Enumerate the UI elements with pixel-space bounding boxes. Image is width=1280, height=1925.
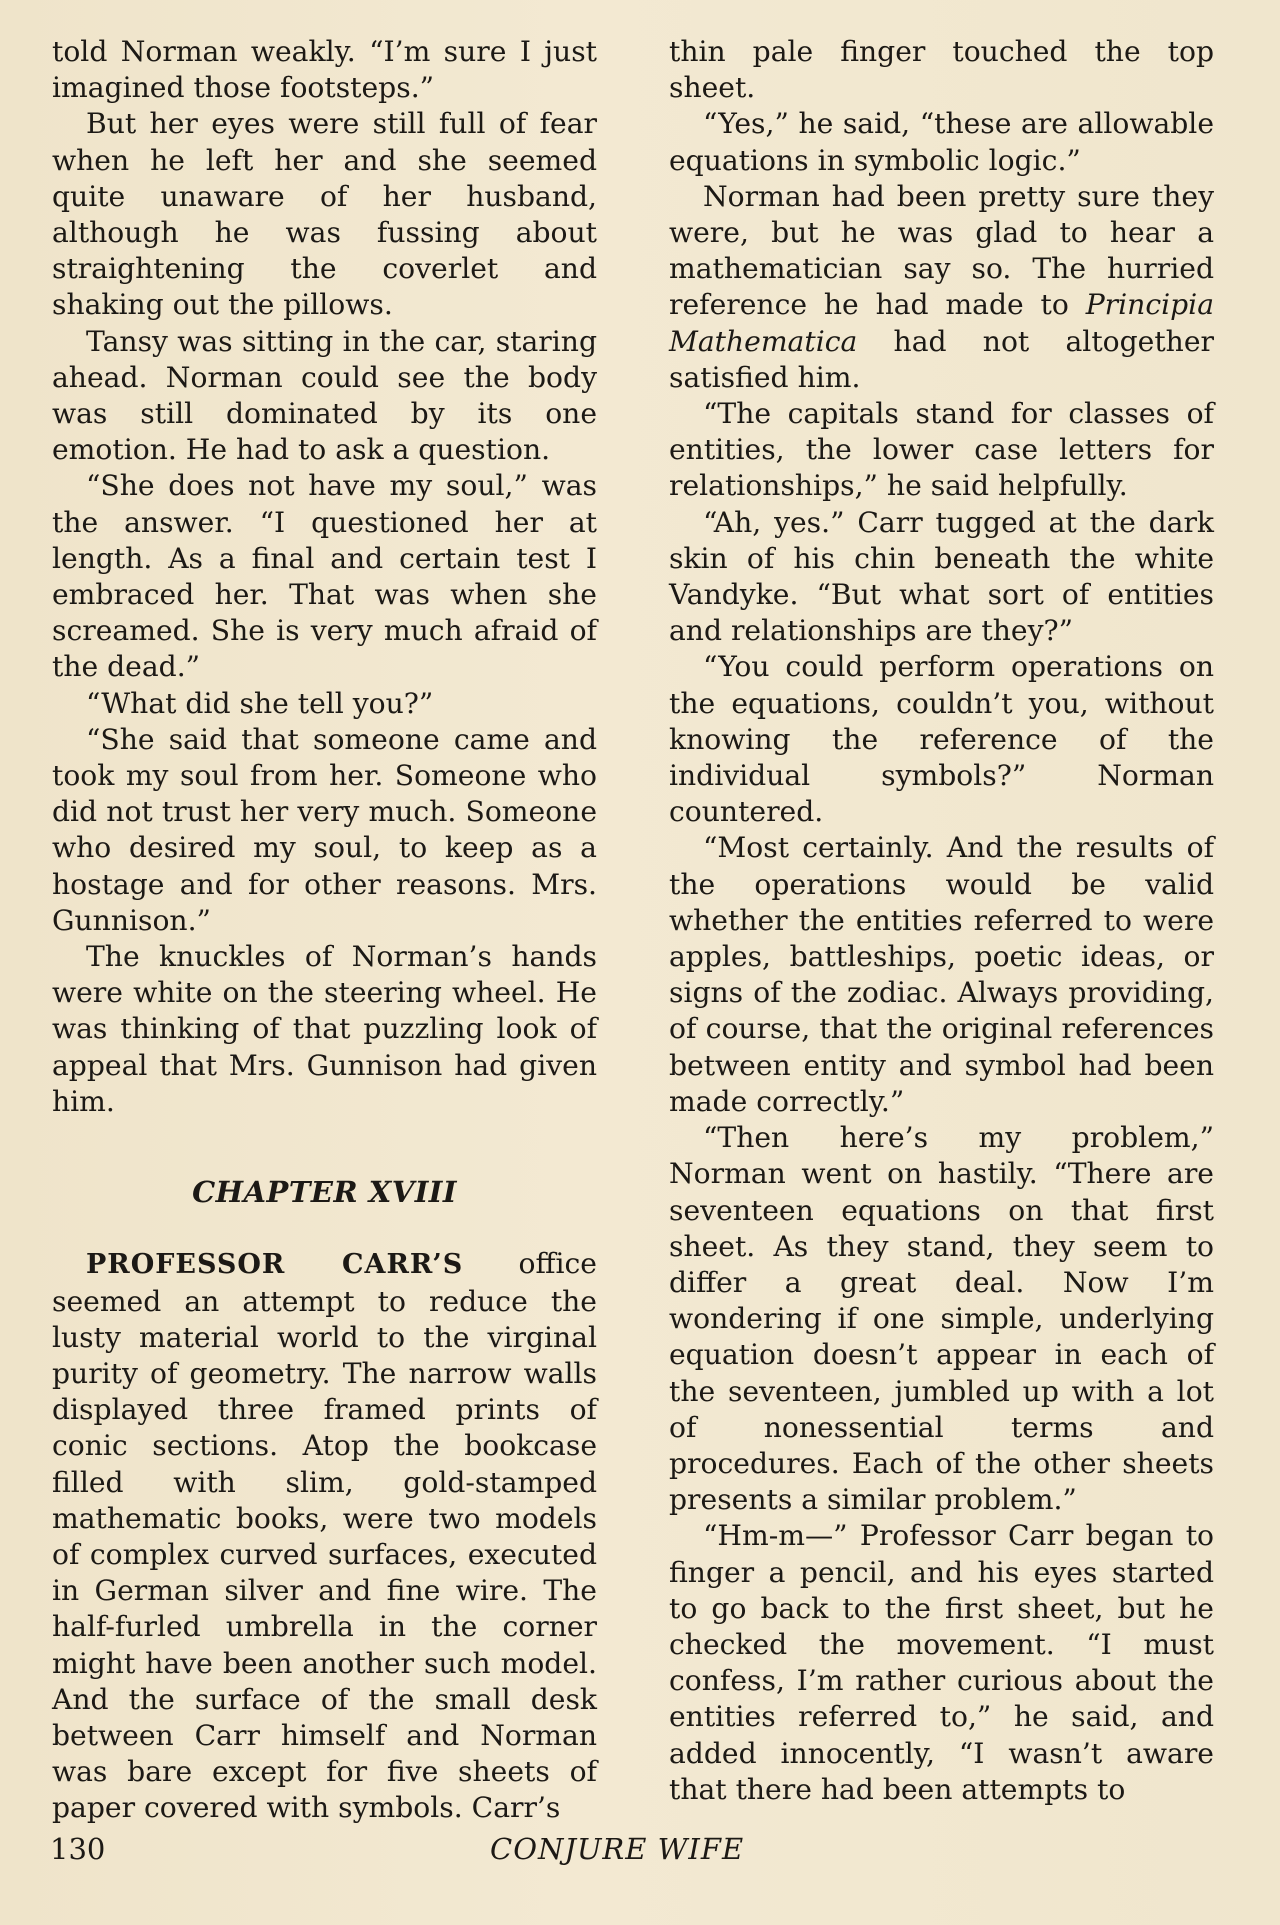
chapter-heading: CHAPTER XVIII — [192, 1175, 457, 1210]
paragraph: “What did she tell you?” — [86, 686, 434, 720]
paragraph: The knuckles of Norman’s hands were white on the steering wheel. He was thinking of that puzzling look of appeal that Mrs. Gunnison had given him. — [52, 940, 597, 1118]
running-title: CONJURE WIFE — [490, 1832, 745, 1866]
book-title: Principia Mathematica — [669, 288, 1214, 358]
paragraph: “She does not have my soul,” was the answer. “I questioned her at length. As a final and certain test I embraced her. That was when she screamed. She is very much afraid of the dead.” — [52, 469, 597, 684]
paragraph: “Hm-m—” Professor Carr began to finger a pencil, and his eyes started to go back to the first sheet, but he checked the movement. “I must confess, I’m rather curious about the entities referred to,” he said, and added innocently, “I wasn’t aware that there had been attempts to — [669, 1519, 1214, 1806]
paragraph: Tansy was sitting in the car, staring ahead. Norman could see the body was still dominated by its one emotion. He had to ask a question. — [52, 324, 597, 467]
paragraph: “Ah, yes.” Carr tugged at the dark skin of his chin beneath the white Vandyke. “But what sort of entities and relationships are they?” — [669, 505, 1214, 648]
paragraph: “Then here’s my problem,” Norman went on hastily. “There are seventeen equations on that first sheet. As they stand, they seem to differ a great deal. Now I’m wondering if one simple, underlying equation doesn’t appear in each of the seventeen, jumbled up with a lot of nonessential terms and procedures. Each of the other sheets presents a similar problem.” — [669, 1121, 1214, 1517]
paragraph-text: office seemed an attempt to reduce the lusty material world to the virginal purity of geometry. The narrow walls displayed three framed prints of conic sections. Atop the bookcase filled with slim, gold-stamped mathematic books, were two models of complex curved surfaces, executed in German silver and fine wire. The half-furled umbrella in the corner might have been another such model. And the surface of the small desk between Carr himself and Norman was bare except for five sheets of paper covered with symbols. Carr’s — [52, 1247, 597, 1825]
chapter-opening-paragraph — [52, 1246, 597, 1826]
paragraph: “The capitals stand for classes of entities, the lower case letters for relationships,” he said helpfully. — [669, 397, 1214, 503]
left-column — [52, 34, 597, 1827]
paragraph: But her eyes were still full of fear when he left her and she seemed quite unaware of her husband, although he was fussing about straightening the coverlet and shaking out the pillows. — [52, 107, 597, 322]
paragraph-text: had not altogether satisfied him. — [669, 324, 1214, 394]
paragraph: “Most certainly. And the results of the operations would be valid whether the entities referred to were apples, battleships, poetic ideas, or signs of the zodiac. Always providing, of course, that the original references between entity and symbol had been made correctly.” — [669, 831, 1214, 1118]
paragraph: “Yes,” he said, “these are allowable equations in symbolic logic.” — [669, 107, 1214, 177]
page-footer — [0, 1832, 1280, 1872]
paragraph: told Norman weakly. “I’m sure I just imagined those footsteps.” — [52, 35, 597, 105]
paragraph-text: Norman had been pretty sure they were, but he was glad to hear a mathematician say so. The hurried reference he had made to — [669, 179, 1214, 322]
right-column — [669, 34, 1214, 1808]
page-number: 130 — [50, 1832, 106, 1866]
lead-in-caps: PROFESSOR CARR’S — [86, 1249, 464, 1281]
paragraph: thin pale finger touched the top sheet. — [669, 35, 1214, 105]
paragraph: “She said that someone came and took my soul from her. Someone who did not trust her very much. Someone who desired my soul, to keep as a hostage and for other reasons. Mrs. Gunnison.” — [52, 722, 597, 937]
paragraph — [669, 179, 1214, 396]
paragraph: “You could perform operations on the equations, couldn’t you, without knowing the reference of the individual symbols?” Norman countered. — [669, 650, 1214, 829]
